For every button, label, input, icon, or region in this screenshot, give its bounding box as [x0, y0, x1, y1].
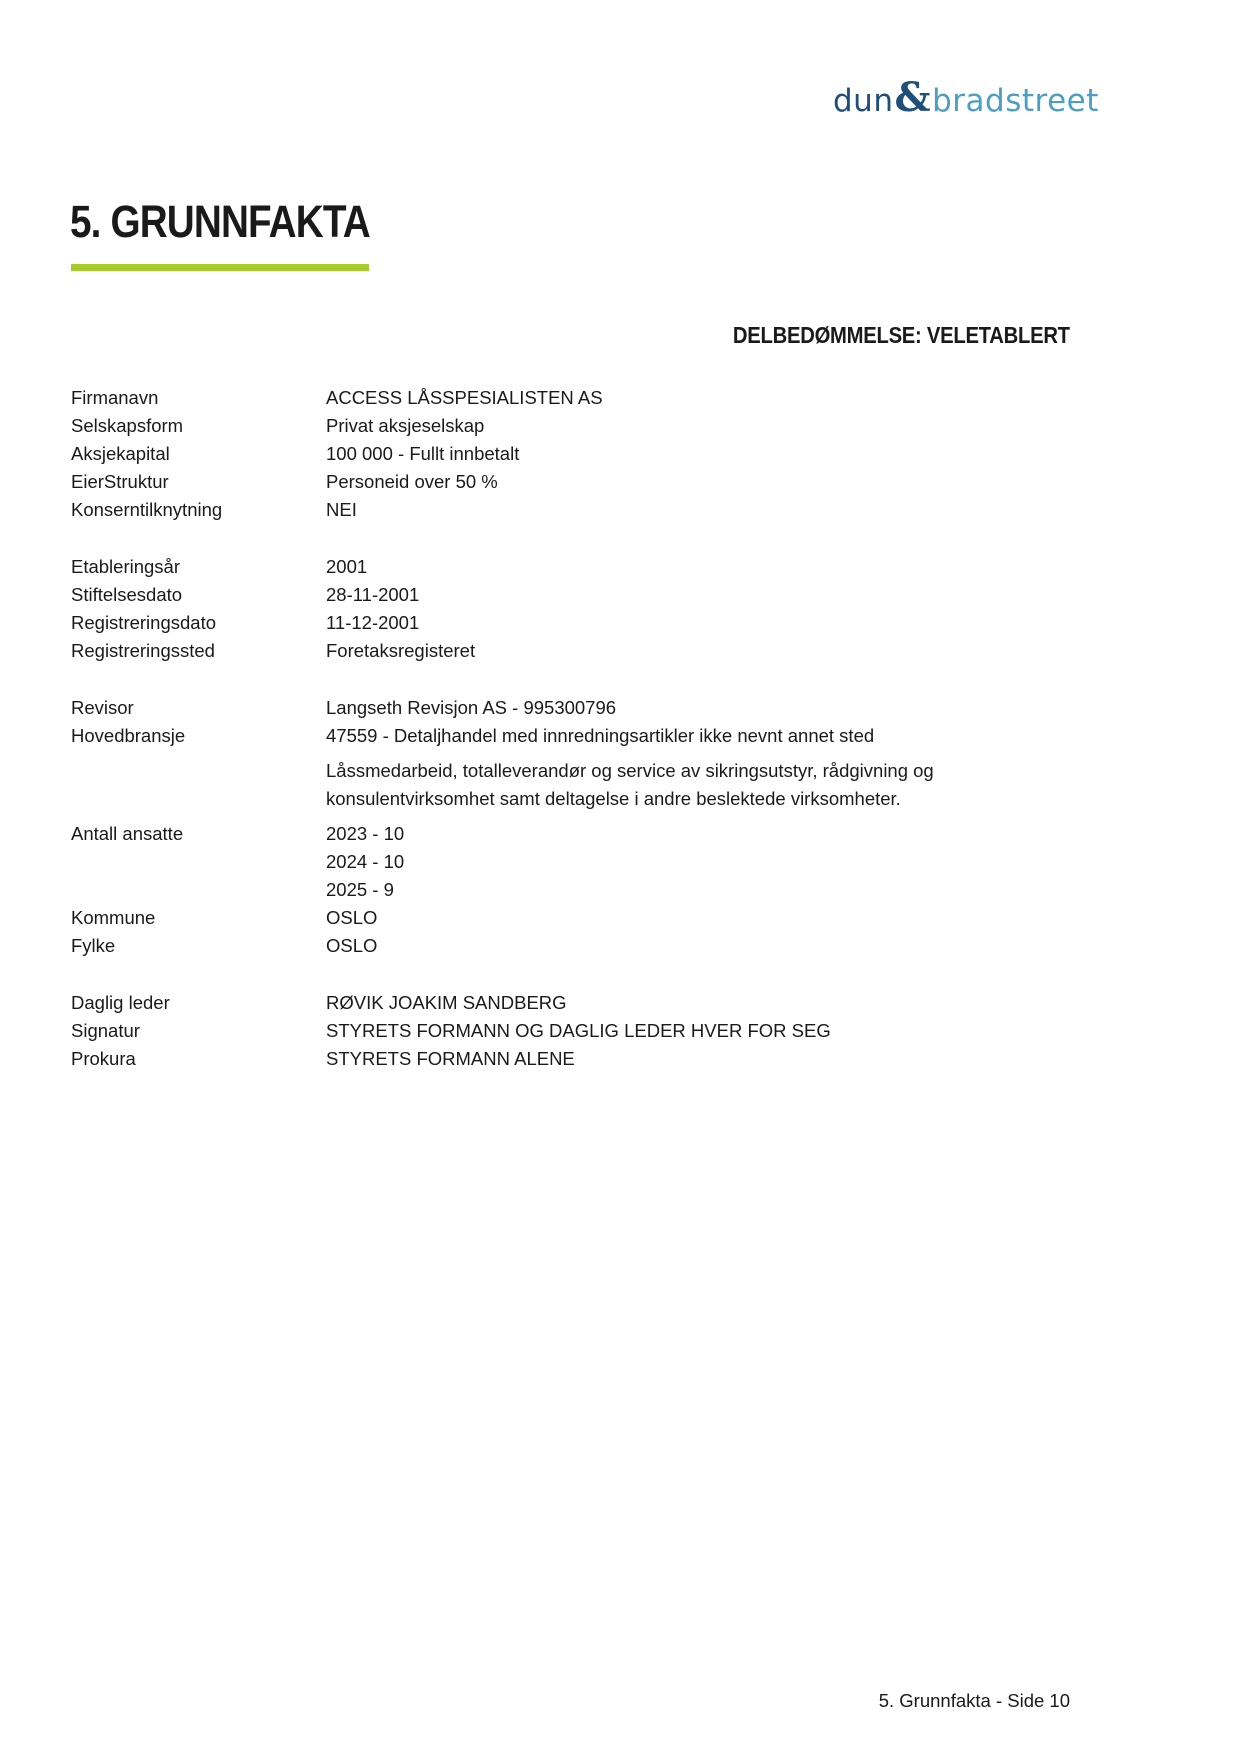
fact-value: ACCESS LÅSSPESIALISTEN AS [326, 387, 603, 408]
fact-label: Antall ansatte [71, 823, 184, 844]
fact-value: 28-11-2001 [326, 584, 420, 605]
fact-label: Prokura [71, 1048, 136, 1069]
fact-label [71, 757, 326, 813]
fact-row [71, 989, 1071, 1017]
fact-label: Daglig leder [71, 992, 170, 1013]
fact-label: Signatur [71, 1020, 140, 1041]
logo-ampersand: & [894, 74, 932, 121]
fact-row [71, 553, 1071, 581]
fact-label: EierStruktur [71, 471, 169, 492]
fact-value: OSLO [326, 935, 378, 956]
fact-row [71, 496, 1071, 524]
fact-value: Foretaksregisteret [326, 640, 476, 661]
fact-row [71, 581, 1071, 609]
rating-heading: DELBEDØMMELSE: VELETABLERT [733, 322, 1070, 348]
fact-label: Aksjekapital [71, 443, 170, 464]
fact-row [71, 820, 1071, 848]
fact-value: Privat aksjeselskap [326, 415, 485, 436]
fact-value: Låssmedarbeid, totalleverandør og service av sikringsutstyr, rådgivning og konsulentvirksomhet samt deltagelse i andre beslektede virksomheter. [326, 760, 934, 809]
fact-label: Stiftelsesdato [71, 584, 183, 605]
fact-row [71, 1045, 1071, 1073]
fact-row [71, 757, 1071, 813]
fact-value: 100 000 - Fullt innbetalt [326, 443, 520, 464]
facts-table [71, 384, 1071, 1102]
fact-row [71, 609, 1071, 637]
fact-label: Hovedbransje [71, 725, 186, 746]
fact-label: Konserntilknytning [71, 499, 223, 520]
fact-value: 47559 - Detaljhandel med innredningsartikler ikke nevnt annet sted [326, 725, 875, 746]
fact-value: 2025 - 9 [326, 879, 394, 900]
fact-row [71, 932, 1071, 960]
fact-label: Registreringsdato [71, 612, 216, 633]
fact-row [71, 904, 1071, 932]
logo-text-bradstreet: bradstreet [932, 83, 1099, 119]
fact-row [71, 384, 1071, 412]
dun-bradstreet-logo [833, 74, 1099, 122]
fact-value: OSLO [326, 907, 378, 928]
title-underline [71, 264, 369, 271]
logo-text-dun: dun [833, 83, 894, 119]
fact-label: Selskapsform [71, 415, 184, 436]
fact-label: Kommune [71, 907, 156, 928]
fact-value: STYRETS FORMANN ALENE [326, 1048, 575, 1069]
fact-row [71, 1017, 1071, 1045]
fact-label [71, 848, 326, 876]
fact-value: 2001 [326, 556, 368, 577]
fact-label: Etableringsår [71, 556, 181, 577]
fact-label: Fylke [71, 935, 116, 956]
page-footer: 5. Grunnfakta - Side 10 [878, 1690, 1070, 1711]
fact-row [71, 694, 1071, 722]
page-title: 5. GRUNNFAKTA [70, 196, 370, 247]
fact-row [71, 412, 1071, 440]
fact-group [71, 694, 1071, 960]
fact-label [71, 876, 326, 904]
fact-row [71, 440, 1071, 468]
fact-group [71, 384, 1071, 524]
fact-group [71, 989, 1071, 1073]
fact-label: Registreringssted [71, 640, 215, 661]
fact-row [71, 848, 1071, 876]
fact-group [71, 553, 1071, 665]
fact-row [71, 468, 1071, 496]
fact-value: RØVIK JOAKIM SANDBERG [326, 992, 567, 1013]
fact-row [71, 722, 1071, 750]
fact-value: 11-12-2001 [326, 612, 420, 633]
fact-value: 2024 - 10 [326, 851, 405, 872]
fact-value: NEI [326, 499, 357, 520]
fact-value: STYRETS FORMANN OG DAGLIG LEDER HVER FOR SEG [326, 1020, 831, 1041]
fact-label: Revisor [71, 697, 134, 718]
fact-label: Firmanavn [71, 387, 159, 408]
fact-value: Personeid over 50 % [326, 471, 498, 492]
fact-row [71, 876, 1071, 904]
fact-row [71, 637, 1071, 665]
fact-value: 2023 - 10 [326, 823, 405, 844]
fact-value: Langseth Revisjon AS - 995300796 [326, 697, 617, 718]
